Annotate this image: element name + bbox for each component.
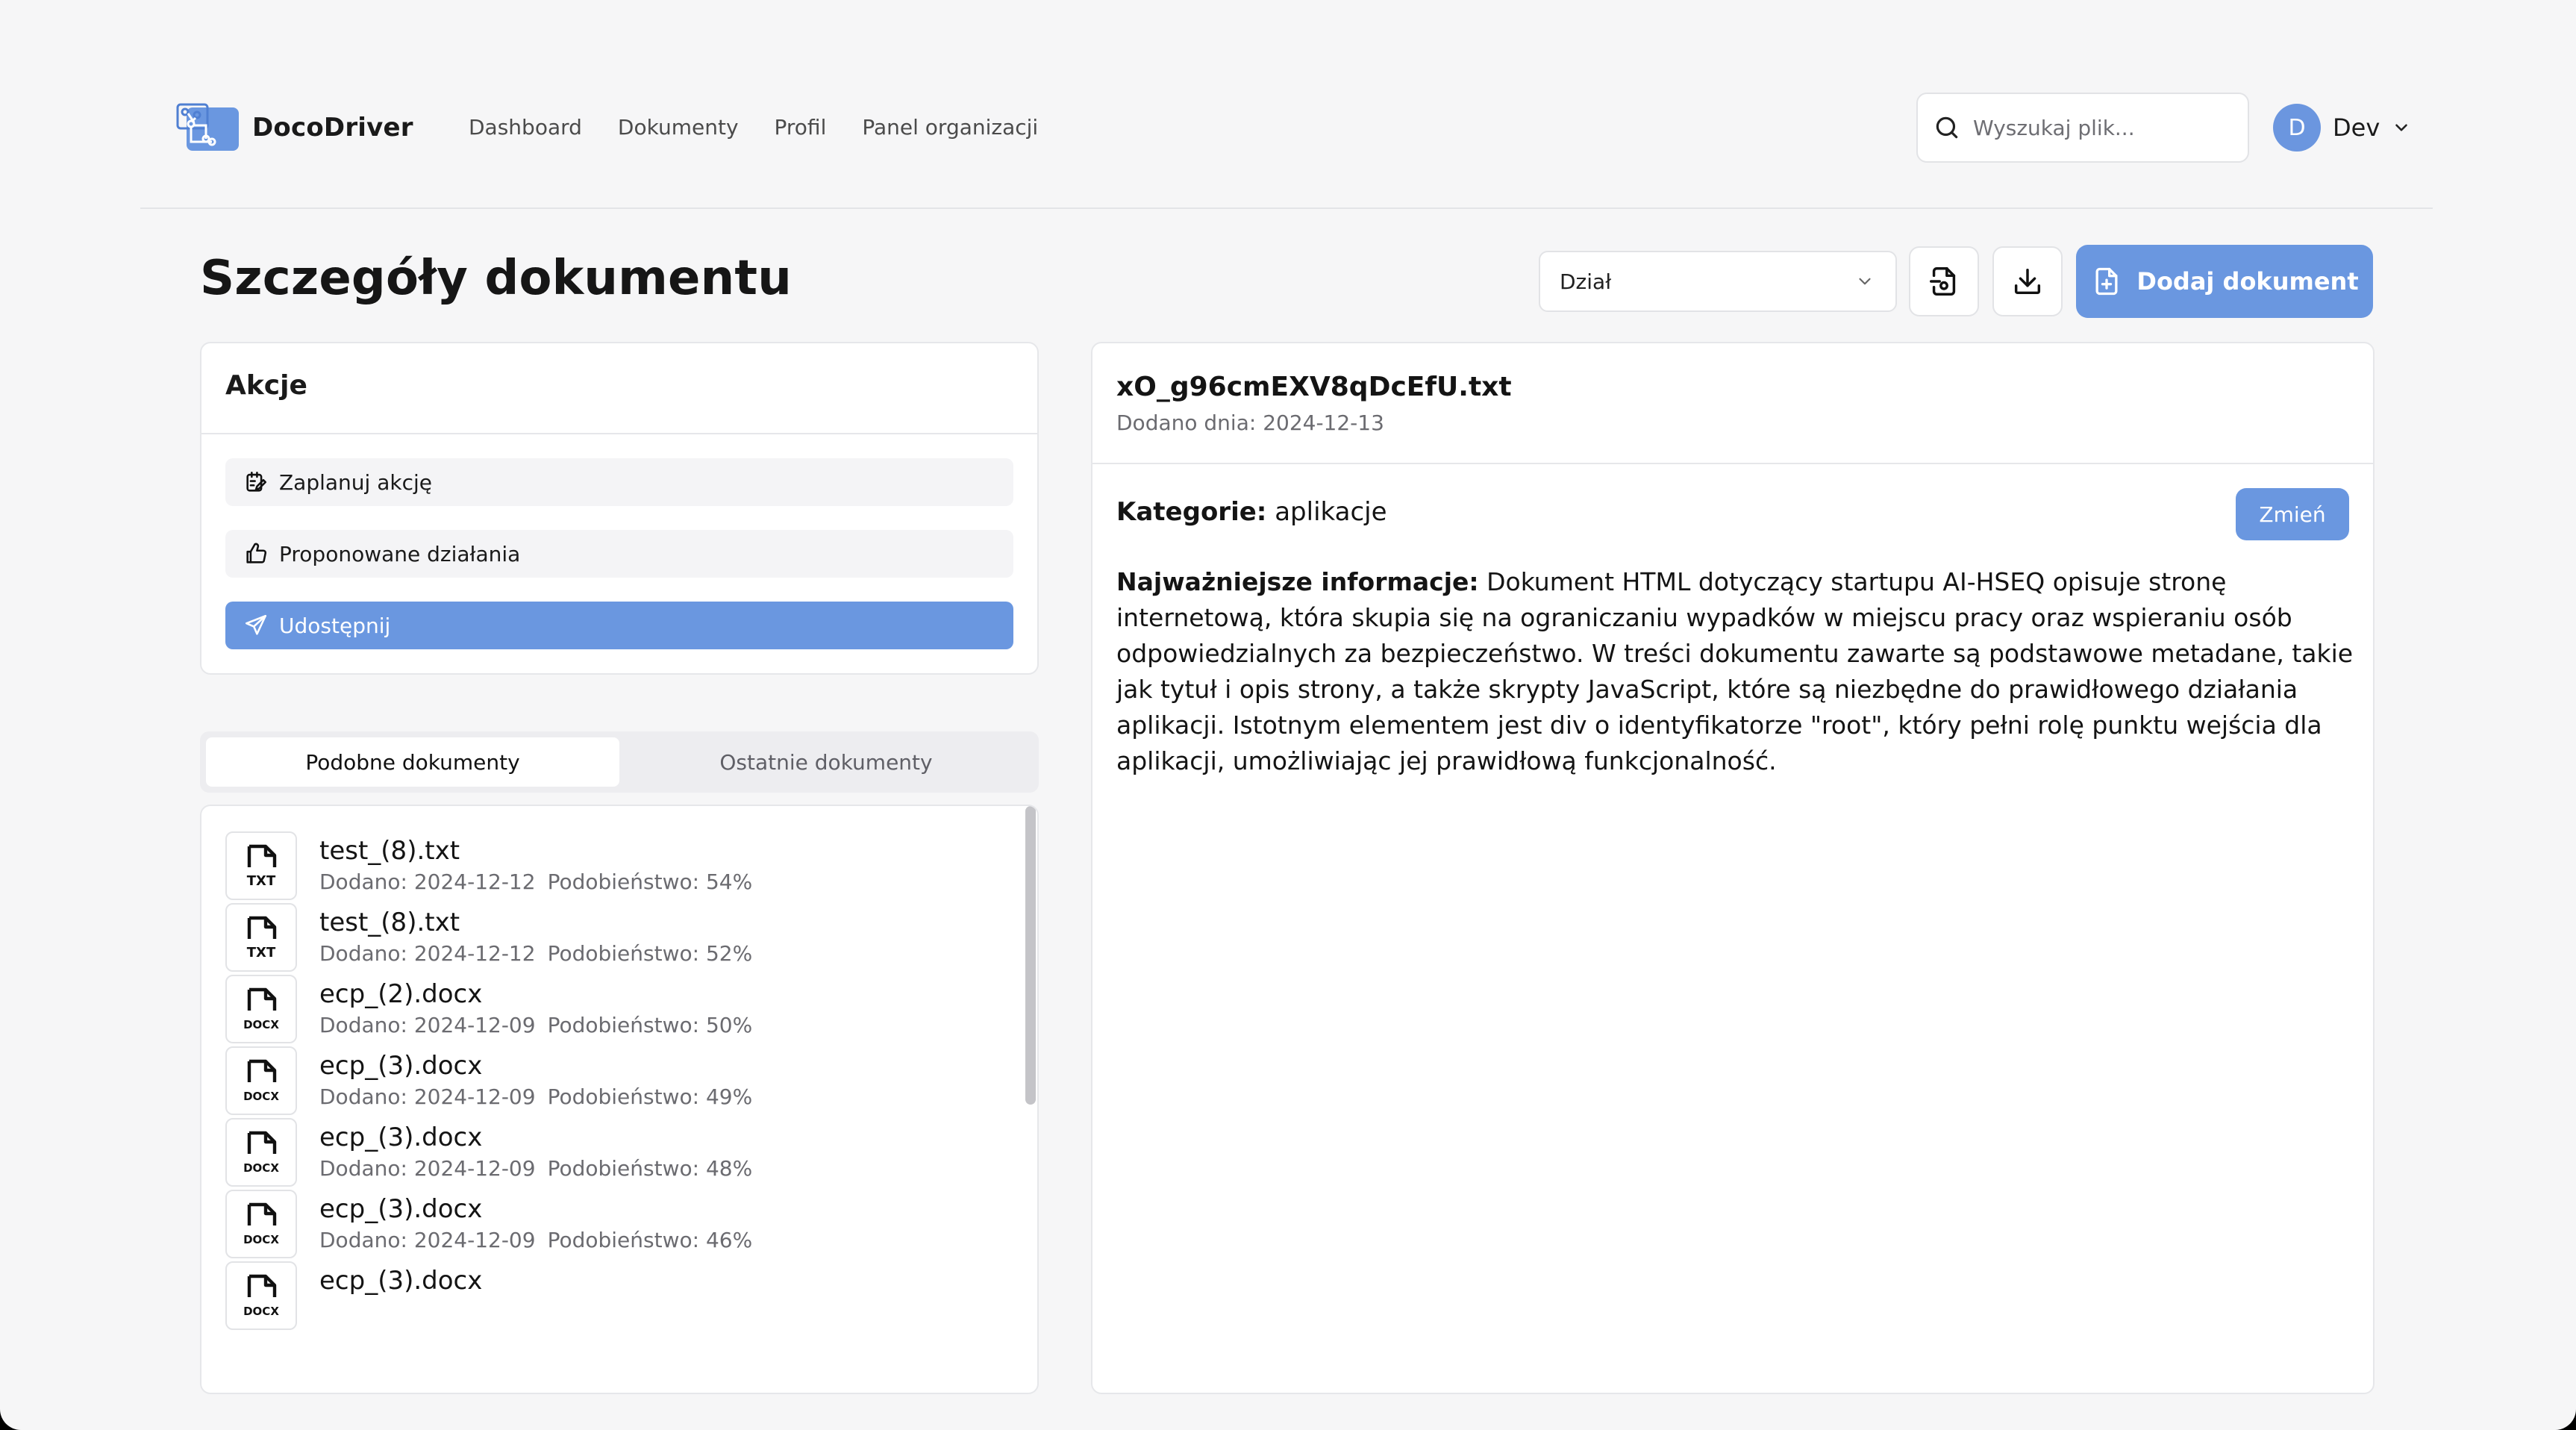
file-txt-icon-glyph (240, 843, 282, 888)
send-icon (243, 613, 269, 638)
download-icon (2010, 264, 2045, 299)
file-docx-icon-glyph (240, 1130, 282, 1175)
nav-item-profile[interactable]: Profil (774, 114, 827, 140)
nav-item-dashboard[interactable]: Dashboard (469, 114, 582, 140)
svg-text:DOCX: DOCX (243, 1090, 279, 1103)
document-meta (319, 867, 752, 897)
add-document-button[interactable] (2076, 245, 2373, 318)
summary-label: Najważniejsze informacje: (1116, 567, 1479, 596)
svg-text:DOCX: DOCX (243, 1161, 279, 1175)
schedule-action-label: Zaplanuj akcję (279, 469, 432, 495)
document-meta (319, 1082, 752, 1112)
document-meta (319, 1226, 752, 1255)
document-similarity: Podobieństwo: 50% (547, 1013, 753, 1037)
file-docx-icon (225, 1190, 297, 1258)
proposed-actions-button[interactable] (225, 530, 1013, 578)
document-name: ecp_(2).docx (319, 979, 483, 1009)
tab-recent-documents[interactable]: Ostatnie dokumenty (719, 749, 933, 775)
file-docx-icon (225, 1046, 297, 1115)
document-added: Dodano: 2024-12-12 (319, 869, 536, 894)
file-docx-icon-glyph (240, 1202, 282, 1246)
category-label: Kategorie: (1116, 497, 1267, 527)
svg-text:DOCX: DOCX (243, 1018, 279, 1031)
document-category (1116, 497, 1387, 527)
document-similarity: Podobieństwo: 46% (547, 1228, 753, 1252)
document-detail-card (1091, 342, 2375, 1394)
list-item[interactable] (225, 975, 1016, 1046)
docodriver-logo-icon (176, 103, 240, 152)
summary-text: Dokument HTML dotyczący startupu AI-HSEQ opisuje stronę internetową, która skupia się na ograniczaniu wypadków w miejscu pracy oraz wspieraniu osób odpowiedzialnych za bezpieczeństwo. W treści dokumentu zawarte są podstawowe metadane, takie jak tytuł i opis strony, a także skrypty JavaScript, które są niezbędne do prawidłowego działania aplikacji. Istotnym elementem jest div o identyfikatorze "root", który pełni rolę punktu wejścia dla aplikacji, umożliwiając jej prawidłową funkcjonalność. (1116, 567, 2354, 775)
share-button[interactable] (225, 602, 1013, 649)
document-added: Dodano: 2024-12-09 (319, 1228, 536, 1252)
list-item[interactable] (225, 903, 1016, 975)
department-select[interactable] (1539, 251, 1897, 312)
tab-similar-documents[interactable]: Podobne dokumenty (206, 737, 619, 787)
document-name: test_(8).txt (319, 908, 460, 937)
document-meta (319, 939, 752, 969)
scan-document-button[interactable] (1909, 246, 1979, 316)
user-name: Dev (2333, 113, 2380, 142)
file-docx-icon-glyph (240, 987, 282, 1031)
schedule-edit-icon (243, 469, 269, 495)
file-docx-icon (225, 975, 297, 1043)
category-value: aplikacje (1275, 497, 1387, 527)
document-name: ecp_(3).docx (319, 1266, 483, 1296)
list-scrollbar[interactable] (1025, 806, 1036, 1105)
document-name: test_(8).txt (319, 836, 460, 866)
document-meta (319, 1154, 752, 1184)
document-similarity: Podobieństwo: 48% (547, 1156, 753, 1181)
chevron-down-icon (2392, 118, 2411, 137)
nav-item-documents[interactable]: Dokumenty (617, 114, 739, 140)
search-box[interactable] (1916, 93, 2249, 163)
document-name: ecp_(3).docx (319, 1123, 483, 1152)
page-title: Szczegóły dokumentu (200, 251, 792, 306)
svg-text:TXT: TXT (246, 945, 276, 960)
share-label: Udostępnij (279, 613, 391, 638)
thumbs-up-icon (243, 541, 269, 566)
document-scan-icon (1927, 264, 1961, 299)
divider (201, 433, 1037, 434)
document-added: Dodano: 2024-12-12 (319, 941, 536, 966)
schedule-action-button[interactable] (225, 458, 1013, 506)
svg-text:DOCX: DOCX (243, 1305, 279, 1318)
top-header (0, 0, 2576, 209)
file-docx-icon (225, 1261, 297, 1330)
file-docx-icon-glyph (240, 1058, 282, 1103)
document-similarity: Podobieństwo: 49% (547, 1084, 753, 1109)
file-plus-icon (2090, 265, 2123, 298)
actions-card (200, 342, 1039, 675)
file-docx-icon (225, 1118, 297, 1187)
similar-documents-list (225, 831, 1016, 1346)
brand[interactable] (176, 103, 413, 152)
list-item[interactable] (225, 831, 1016, 903)
similar-documents-card (200, 805, 1039, 1394)
document-meta (319, 1297, 482, 1327)
document-added: Dodano: 2024-12-09 (319, 1156, 536, 1181)
proposed-actions-label: Proponowane działania (279, 541, 521, 566)
file-txt-icon-glyph (240, 915, 282, 960)
chevron-down-icon (1855, 272, 1875, 291)
document-meta (319, 1011, 752, 1040)
document-added: Dodano: 2024-12-09 (319, 1084, 536, 1109)
document-added: Dodano: 2024-12-09 (319, 1013, 536, 1037)
add-document-label: Dodaj dokument (2136, 267, 2359, 296)
document-file-name: xO_g96cmEXV8qDcEfU.txt (1116, 372, 1512, 402)
list-item[interactable] (225, 1190, 1016, 1261)
documents-tabs (200, 731, 1039, 793)
document-name: ecp_(3).docx (319, 1194, 483, 1224)
file-txt-icon (225, 903, 297, 972)
list-item[interactable] (225, 1261, 1016, 1333)
app-name: DocoDriver (252, 113, 413, 143)
document-similarity: Podobieństwo: 52% (547, 941, 753, 966)
actions-title: Akcje (225, 370, 307, 401)
document-name: ecp_(3).docx (319, 1051, 483, 1081)
list-item[interactable] (225, 1046, 1016, 1118)
user-menu[interactable] (2273, 103, 2411, 152)
nav-item-organization-panel[interactable]: Panel organizacji (862, 114, 1039, 140)
search-input[interactable] (1972, 115, 2228, 141)
list-item[interactable] (225, 1118, 1016, 1190)
svg-text:DOCX: DOCX (243, 1233, 279, 1246)
change-category-button[interactable]: Zmień (2236, 488, 2349, 540)
avatar: D (2273, 104, 2321, 152)
search-icon (1933, 113, 1961, 142)
document-summary (1116, 564, 2355, 779)
svg-text:TXT: TXT (246, 873, 276, 888)
download-button[interactable] (1992, 246, 2063, 316)
file-txt-icon (225, 831, 297, 900)
file-docx-icon-glyph (240, 1273, 282, 1318)
divider (1092, 463, 2373, 464)
document-added-date: Dodano dnia: 2024-12-13 (1116, 410, 1384, 435)
main-nav (469, 110, 1038, 143)
department-select-value: Dział (1560, 269, 1612, 294)
document-similarity: Podobieństwo: 54% (547, 869, 753, 894)
header-divider (140, 207, 2433, 209)
